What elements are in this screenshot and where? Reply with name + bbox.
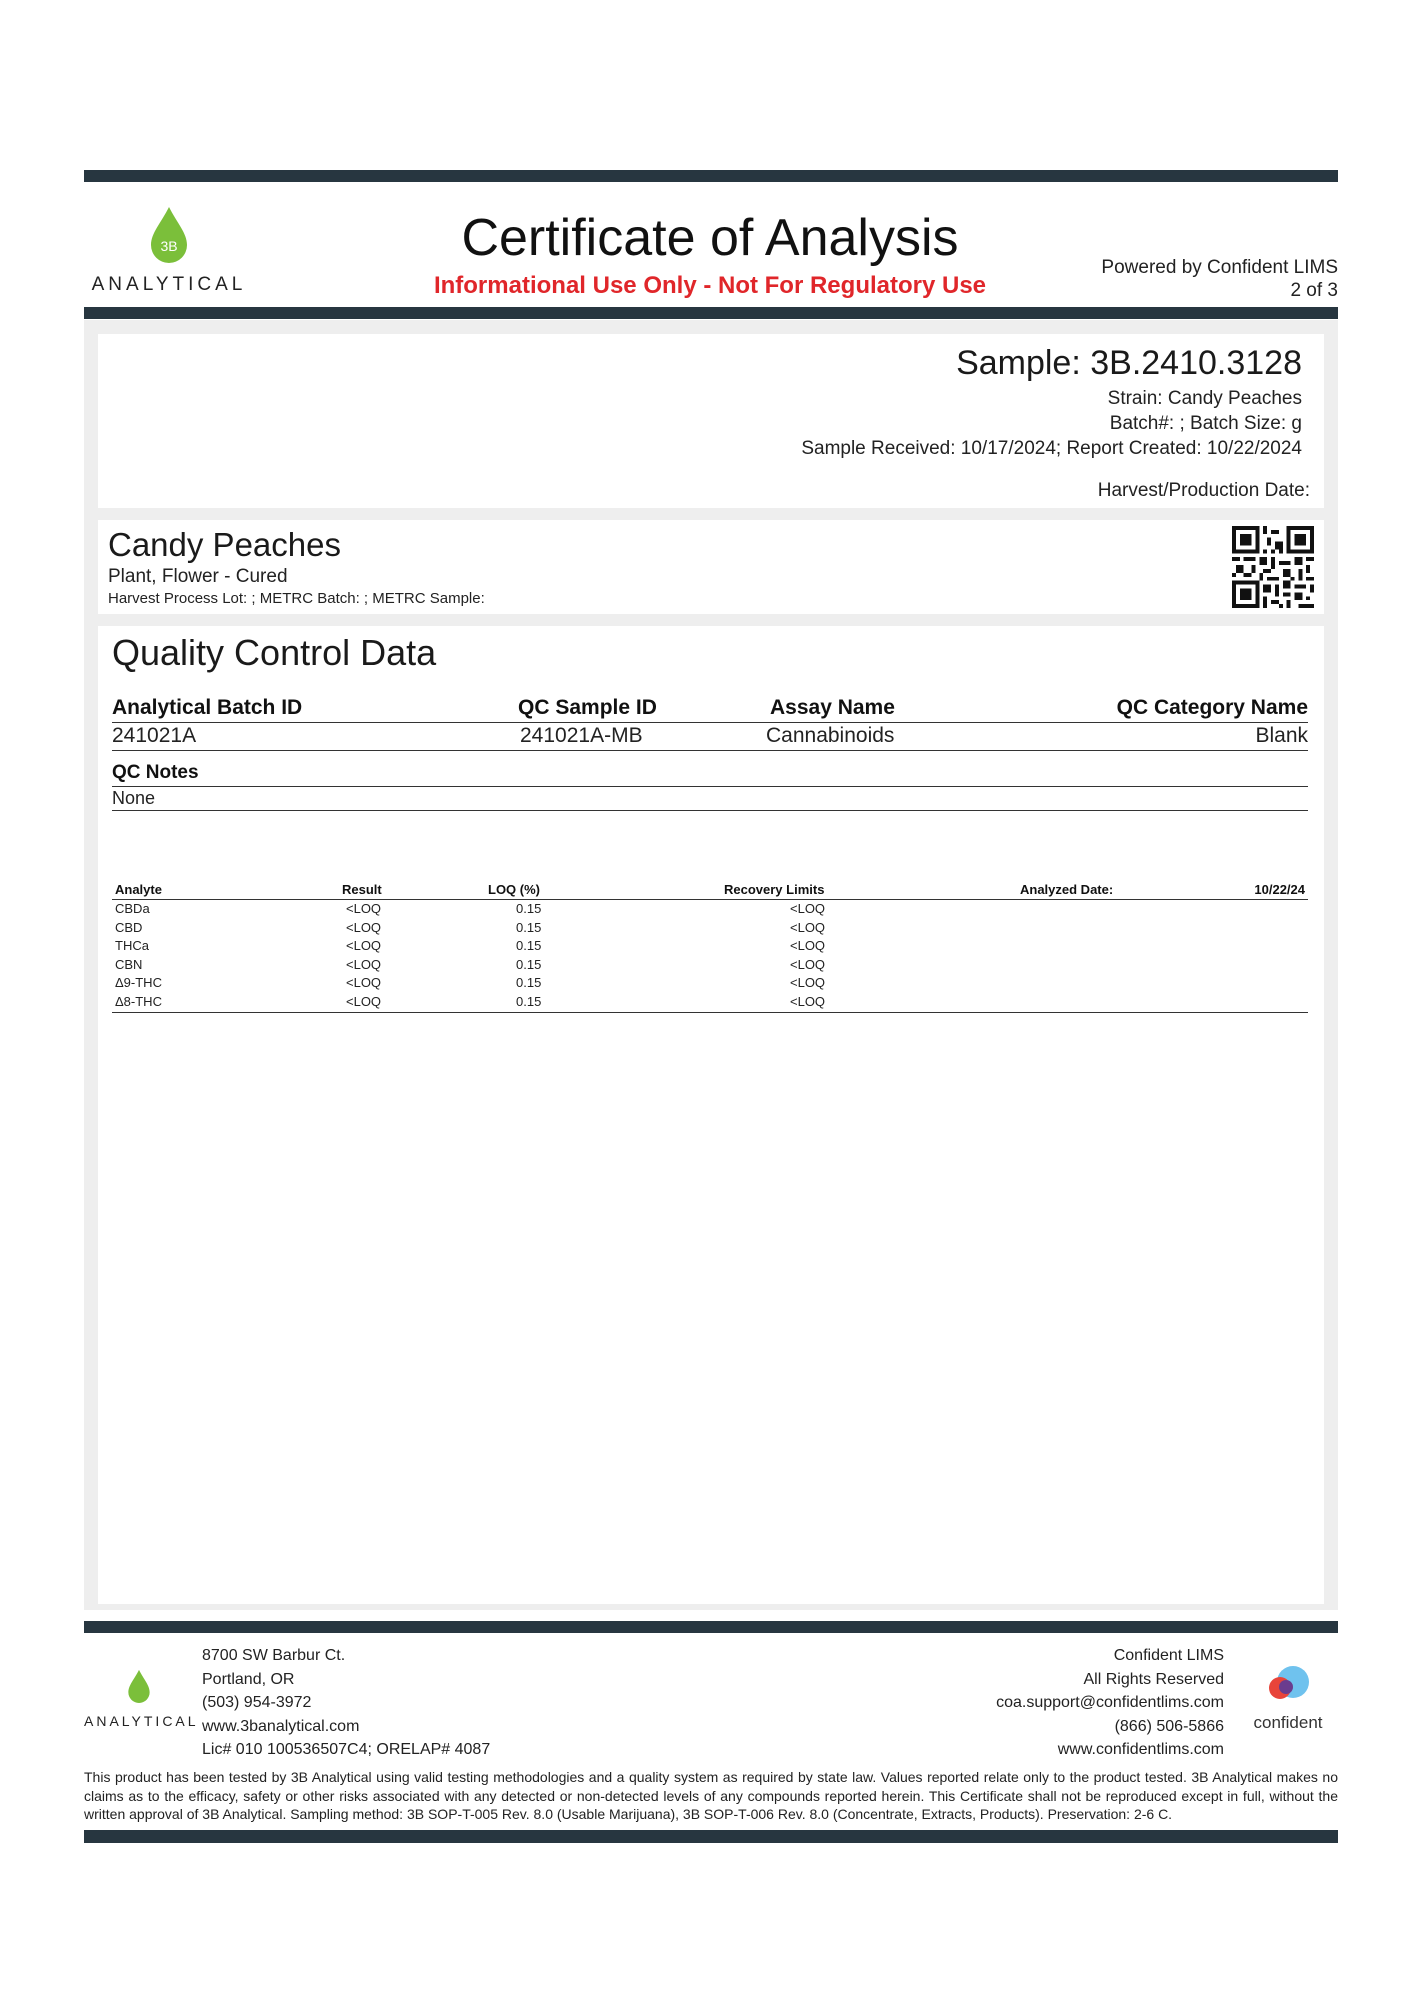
cell-loq: 0.15: [516, 901, 542, 916]
confident-website-link[interactable]: www.confidentlims.com: [1057, 1741, 1224, 1758]
cell-analyte: CBD: [115, 919, 143, 935]
table-row: [112, 938, 1308, 957]
cell-result: <LOQ: [346, 901, 382, 916]
col-analyte: Analyte: [115, 882, 162, 897]
sample-dates: Sample Received: 10/17/2024; Report Created: 10/22/2024: [801, 438, 1302, 459]
cell-recovery: <LOQ: [790, 993, 826, 1009]
leaf-drop-icon: [147, 205, 191, 267]
cell-recovery: <LOQ: [790, 975, 826, 990]
col-assay-name: Assay Name: [770, 696, 895, 719]
document-title: Certificate of Analysis: [461, 209, 959, 267]
cell-qc-category: Blank: [1255, 724, 1308, 747]
cell-batch-id: 241021A: [112, 724, 197, 747]
col-qc-sample-id: QC Sample ID: [518, 696, 657, 719]
city: Portland, OR: [202, 1670, 295, 1688]
table-row: [112, 724, 1308, 751]
confident-name: Confident LIMS: [1113, 1647, 1224, 1664]
footer-rule-top: [84, 1621, 1338, 1633]
top-rule: [84, 170, 1338, 182]
confident-logo: [1248, 1662, 1328, 1733]
cell-recovery: <LOQ: [790, 956, 826, 972]
qc-notes-label: QC Notes: [112, 762, 1308, 787]
table-row: [112, 957, 1308, 976]
powered-by: [1101, 256, 1338, 302]
cell-loq: 0.15: [516, 919, 542, 935]
analyzed-date-label: Analyzed Date:: [1020, 882, 1114, 897]
cell-loq: 0.15: [516, 956, 542, 972]
qc-title: Quality Control Data: [112, 632, 437, 673]
powered-by-text: Powered by Confident LIMS: [1101, 257, 1338, 278]
qc-notes-value: None: [112, 788, 1308, 811]
lab-address: [202, 1644, 490, 1762]
strain: Strain: Candy Peaches: [1107, 388, 1302, 409]
footer-rule-bottom: [84, 1830, 1338, 1843]
cell-result: <LOQ: [346, 993, 382, 1009]
cell-recovery: <LOQ: [790, 901, 826, 916]
cell-analyte: THCa: [115, 938, 149, 953]
cell-analyte: CBN: [115, 956, 143, 972]
sample-id: Sample: 3B.2410.3128: [956, 344, 1302, 382]
cell-analyte: Δ9-THC: [115, 975, 162, 990]
confident-circles-icon: [1262, 1662, 1314, 1706]
cell-result: <LOQ: [346, 975, 382, 990]
batch-info: Batch#: ; Batch Size: g: [1109, 413, 1302, 434]
confident-phone: (866) 506-5866: [1114, 1717, 1224, 1735]
cell-recovery: <LOQ: [790, 938, 826, 953]
regulatory-warning: Informational Use Only - Not For Regulatory Use: [433, 272, 987, 299]
cell-loq: 0.15: [516, 993, 542, 1009]
product-type: Plant, Flower - Cured: [108, 566, 288, 587]
sample-info-panel: [98, 334, 1324, 508]
table-row: [112, 975, 1308, 994]
product-name: Candy Peaches: [108, 526, 341, 563]
svg-text:3B: 3B: [160, 238, 178, 254]
footer-logo-wordmark: ANALYTICAL: [84, 1713, 199, 1729]
harvest-lot: Harvest Process Lot: ; METRC Batch: ; METRC Sample:: [108, 590, 485, 607]
col-recovery-limits: Recovery Limits: [724, 882, 825, 897]
disclaimer: This product has been tested by 3B Analytical using valid testing methodologies and a quality system as required by state law. Values reported relate only to the product tested. 3B Analytical makes no claims as to the efficacy, safety or other risks associated with any detected or non-detected levels of any compounds reported herein. This Certificate shall not be reproduced except in full, without the written approval of 3B Analytical. Sampling method: 3B SOP-T-005 Rev. 8.0 (Usable Marijuana), 3B SOP-T-006 Rev. 8.0 (Concentrate, Extracts, Products). Preservation: 2-6 C.: [84, 1769, 1338, 1822]
support-email-link[interactable]: coa.support@confidentlims.com: [996, 1694, 1224, 1711]
harvest-date: Harvest/Production Date:: [1097, 480, 1310, 501]
analyzed-date-value: 10/22/24: [1254, 882, 1305, 897]
cell-analyte: CBDa: [115, 901, 150, 916]
col-result: Result: [342, 882, 382, 897]
lab-website-link[interactable]: www.3banalytical.com: [202, 1717, 360, 1735]
header-rule: [84, 307, 1338, 319]
rights: All Rights Reserved: [1083, 1670, 1224, 1688]
cell-recovery: <LOQ: [790, 919, 826, 935]
cell-result: <LOQ: [346, 938, 382, 953]
col-loq: LOQ (%): [488, 882, 540, 897]
product-panel: [98, 520, 1324, 614]
quality-control-panel: [98, 626, 1324, 1604]
table-row: [112, 920, 1308, 939]
cell-assay-name: Cannabinoids: [766, 724, 895, 747]
cell-analyte: Δ8-THC: [115, 993, 162, 1009]
confident-contact: [996, 1644, 1224, 1762]
qc-table-header: [112, 696, 1308, 723]
cell-loq: 0.15: [516, 938, 542, 953]
confident-wordmark: confident: [1253, 1713, 1323, 1732]
lab-phone: (503) 954-3972: [202, 1694, 312, 1711]
lab-logo: [84, 205, 254, 296]
analyte-table-body: [112, 901, 1308, 1013]
col-qc-category-name: QC Category Name: [1116, 696, 1308, 719]
qr-code-icon[interactable]: [1232, 526, 1314, 608]
footer-lab-logo: [84, 1668, 199, 1729]
col-analytical-batch-id: Analytical Batch ID: [112, 696, 303, 719]
cell-qc-sample-id: 241021A-MB: [520, 724, 643, 747]
cell-loq: 0.15: [516, 975, 542, 990]
analyte-table-header: [112, 882, 1308, 900]
logo-wordmark: ANALYTICAL: [91, 274, 247, 295]
cell-result: <LOQ: [346, 956, 382, 972]
cell-result: <LOQ: [346, 919, 382, 935]
table-row: [112, 901, 1308, 920]
license: Lic# 010 100536507C4; ORELAP# 4087: [202, 1741, 491, 1758]
leaf-drop-icon: [126, 1668, 152, 1706]
page-number: 2 of 3: [1290, 280, 1338, 301]
street: 8700 SW Barbur Ct.: [202, 1647, 346, 1664]
table-row: [112, 994, 1308, 1013]
